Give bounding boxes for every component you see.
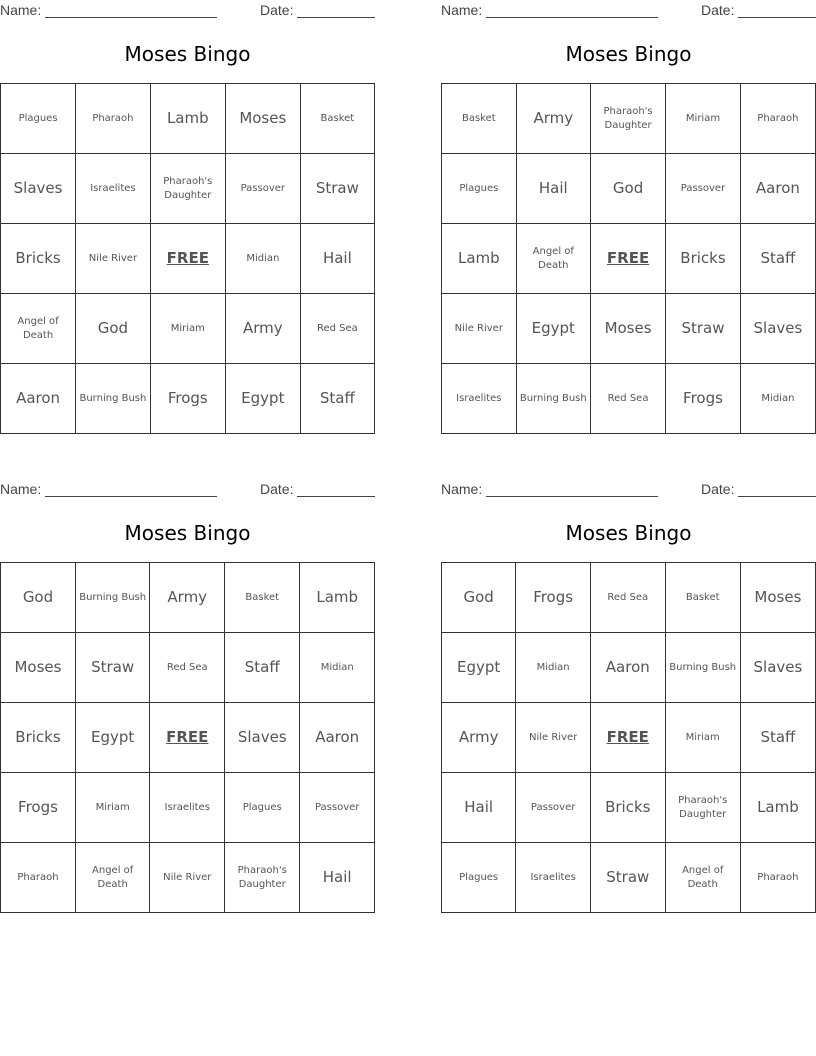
name-label: Name: [0,481,42,497]
bingo-cell: Miriam [666,84,741,154]
card-title: Moses Bingo [565,42,692,66]
name-label: Name: [441,481,483,497]
bingo-cell: Aaron [300,703,375,773]
bingo-row [442,294,816,364]
bingo-cell: Pharaoh's Daughter [150,154,225,224]
bingo-cell: Plagues [442,843,516,913]
bingo-cell: Red Sea [590,563,665,633]
bingo-cell: Aaron [590,633,665,703]
bingo-cell: Hail [516,154,590,224]
bingo-cell: Straw [300,154,374,224]
bingo-cell: Miriam [665,703,740,773]
bingo-row [1,84,375,154]
bingo-cell: Pharaoh's Daughter [590,84,665,154]
bingo-row [1,633,375,703]
bingo-grid [0,562,375,913]
bingo-cell: Burning Bush [75,563,149,633]
bingo-row [442,84,816,154]
date-label: Date: [260,2,294,18]
bingo-cell: Bricks [590,773,665,843]
bingo-cell: Israelites [150,773,225,843]
free-space: FREE [590,703,665,773]
bingo-cell: Red Sea [590,364,665,434]
bingo-row [1,773,375,843]
bingo-cell: Lamb [740,773,815,843]
bingo-row [1,364,375,434]
bingo-cell: Angel of Death [516,224,590,294]
bingo-cell: Lamb [300,563,375,633]
free-space: FREE [150,224,225,294]
bingo-cell: Basket [300,84,374,154]
bingo-cell: Frogs [666,364,741,434]
bingo-cell: Passover [516,773,591,843]
bingo-cell: Slaves [740,294,815,364]
bingo-row [442,364,816,434]
bingo-cell: God [1,563,76,633]
bingo-cell: Angel of Death [75,843,149,913]
bingo-cell: Straw [666,294,741,364]
bingo-cell: Basket [442,84,517,154]
bingo-cell: Red Sea [300,294,374,364]
bingo-row [1,294,375,364]
bingo-row [1,843,375,913]
bingo-cell: Hail [300,843,375,913]
bingo-cell: Passover [666,154,741,224]
bingo-cell: Lamb [150,84,225,154]
bingo-cell: Frogs [1,773,76,843]
bingo-cell: Nile River [516,703,591,773]
bingo-cell: Miriam [150,294,225,364]
bingo-row [1,563,375,633]
bingo-cell: Miriam [75,773,149,843]
bingo-cell: Passover [300,773,375,843]
bingo-cell: Burning Bush [76,364,151,434]
bingo-cell: Passover [225,154,300,224]
bingo-cell: Bricks [1,224,76,294]
bingo-row [1,703,375,773]
bingo-cell: Nile River [76,224,151,294]
bingo-cell: Army [150,563,225,633]
bingo-cell: Nile River [442,294,517,364]
bingo-cell: Frogs [516,563,591,633]
bingo-cell: Staff [740,703,815,773]
date-label: Date: [701,481,735,497]
bingo-cell: Slaves [740,633,815,703]
bingo-cell: Hail [300,224,374,294]
name-line [45,17,217,18]
bingo-cell: Nile River [150,843,225,913]
bingo-cell: God [76,294,151,364]
bingo-cell: Army [516,84,590,154]
date-line [738,496,816,497]
bingo-row [1,224,375,294]
bingo-cell: Plagues [442,154,517,224]
bingo-cell: Basket [225,563,300,633]
bingo-cell: God [442,563,516,633]
bingo-cell: Moses [225,84,300,154]
bingo-cell: Slaves [225,703,300,773]
name-date-row [441,479,816,499]
bingo-cell: Angel of Death [665,843,740,913]
bingo-cell: Staff [740,224,815,294]
bingo-cell: Burning Bush [516,364,590,434]
card-title: Moses Bingo [565,521,692,545]
bingo-cell: Aaron [1,364,76,434]
name-label: Name: [0,2,42,18]
date-line [738,17,816,18]
bingo-cell: Angel of Death [1,294,76,364]
bingo-row [442,154,816,224]
bingo-cell: Midian [516,633,591,703]
date-label: Date: [260,481,294,497]
bingo-cell: Staff [225,633,300,703]
date-label: Date: [701,2,735,18]
name-date-row [441,0,816,20]
bingo-cell: Aaron [740,154,815,224]
bingo-cell: Pharaoh's Daughter [665,773,740,843]
card-title: Moses Bingo [124,42,251,66]
bingo-cell: Plagues [225,773,300,843]
bingo-cell: Israelites [76,154,151,224]
bingo-cell: Pharaoh [76,84,151,154]
bingo-cell: Midian [225,224,300,294]
date-line [297,496,375,497]
bingo-cell: Hail [442,773,516,843]
free-space: FREE [150,703,225,773]
bingo-row [442,633,816,703]
name-date-row [0,479,375,499]
bingo-cell: Army [225,294,300,364]
bingo-cell: Pharaoh [740,84,815,154]
bingo-cell: Burning Bush [665,633,740,703]
bingo-row [442,773,816,843]
name-line [486,17,658,18]
name-date-row [0,0,375,20]
bingo-cell: Israelites [442,364,517,434]
bingo-cell: Moses [740,563,815,633]
bingo-cell: Staff [300,364,374,434]
bingo-cell: Bricks [1,703,76,773]
bingo-cell: Pharaoh [740,843,815,913]
bingo-cell: Army [442,703,516,773]
bingo-row [1,154,375,224]
bingo-cell: Moses [590,294,665,364]
bingo-cell: Slaves [1,154,76,224]
bingo-cell: Moses [1,633,76,703]
bingo-grid [441,562,816,913]
name-line [486,496,658,497]
bingo-cell: Egypt [225,364,300,434]
bingo-cell: Midian [740,364,815,434]
bingo-grid [0,83,375,434]
bingo-cell: Bricks [666,224,741,294]
bingo-cell: Pharaoh [1,843,76,913]
bingo-cell: Egypt [516,294,590,364]
bingo-cell: Lamb [442,224,517,294]
bingo-cell: Straw [75,633,149,703]
name-line [45,496,217,497]
bingo-cell: Pharaoh's Daughter [225,843,300,913]
bingo-cell: God [590,154,665,224]
bingo-cell: Egypt [75,703,149,773]
bingo-cell: Straw [590,843,665,913]
name-label: Name: [441,2,483,18]
bingo-cell: Red Sea [150,633,225,703]
card-title: Moses Bingo [124,521,251,545]
bingo-cell: Midian [300,633,375,703]
bingo-cell: Basket [665,563,740,633]
free-space: FREE [590,224,665,294]
bingo-grid [441,83,816,434]
bingo-cell: Israelites [516,843,591,913]
bingo-row [442,843,816,913]
bingo-cell: Egypt [442,633,516,703]
bingo-row [442,703,816,773]
bingo-cell: Frogs [150,364,225,434]
bingo-row [442,563,816,633]
date-line [297,17,375,18]
bingo-row [442,224,816,294]
bingo-cell: Plagues [1,84,76,154]
